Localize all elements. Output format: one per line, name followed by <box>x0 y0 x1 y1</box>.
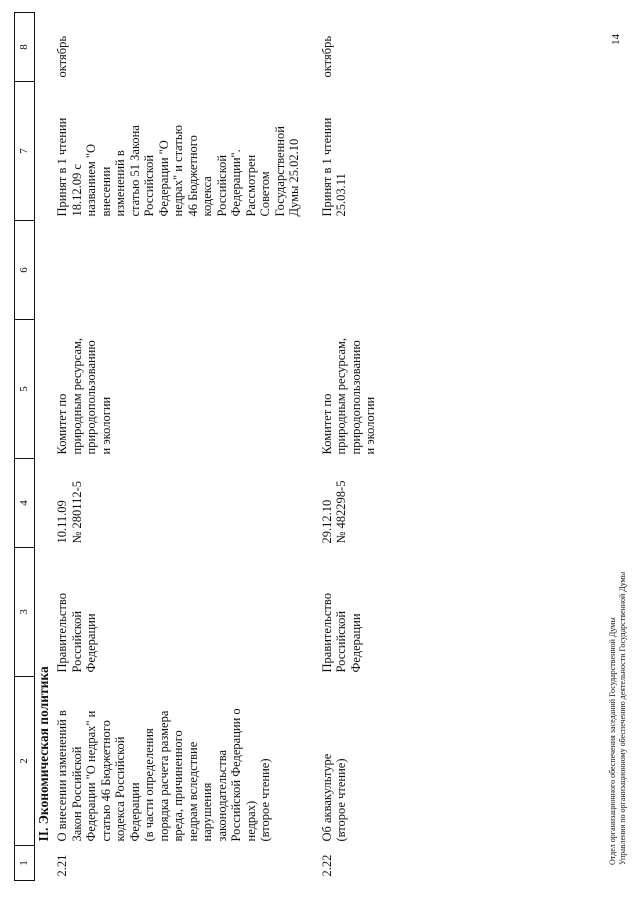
column-header-row <box>15 13 35 881</box>
footer-line-2: Управления по организационному обеспечению деятельности Государственной Думы <box>618 571 627 865</box>
col-header-6: 6 <box>15 221 35 320</box>
bill-title: Об аквакультуре (второе чтение) <box>319 753 348 842</box>
bill-status: Принят в 1 чтении 18.12.09 с названием "О внесении изменений в статью 51 Закона Российской Федерации "О недрах" и статью 46 Бюджетного кодекса Российской Федерации". Рассмотрен Советом Государственной Думы 25.02.10 <box>55 117 301 217</box>
page-number: 14 <box>610 34 622 45</box>
col-header-7: 7 <box>15 82 35 221</box>
bill-author: Правительство Российской Федерации <box>55 593 98 673</box>
footer-line-1: Отдел организационного обеспечения заседаний Государственной Думы <box>608 617 617 865</box>
bill-col6 <box>53 221 304 320</box>
col-header-5: 5 <box>15 320 35 459</box>
col-header-1: 1 <box>15 846 35 881</box>
legislation-table <box>14 12 380 881</box>
footer <box>608 572 628 865</box>
section-row <box>34 13 53 881</box>
section-title: II. Экономическая политика <box>35 666 51 842</box>
bill-month: октябрь <box>319 35 334 78</box>
bill-committee: Комитет по природным ресурсам, природопользованию и экологии <box>55 337 113 455</box>
bill-month: октябрь <box>55 35 69 78</box>
col-header-8: 8 <box>15 13 35 82</box>
table-row <box>304 13 380 881</box>
col-header-3: 3 <box>15 548 35 677</box>
table-row <box>53 13 304 881</box>
bill-date-number: 29.12.10 № 482298-5 <box>319 480 348 544</box>
bill-title: О внесении изменений в Закон Российской Федерации "О недрах" и статью 46 Бюджетного кодекса Российской Федерации (в части определения порядка расчета размера вреда, причиненного недрам вследствие нарушения законодательства Российской Федерации о недрах) (второе чтение) <box>55 708 272 842</box>
bill-committee: Комитет по природным ресурсам, природопользованию и экологии <box>319 337 377 455</box>
row-number: 2.21 <box>55 854 69 877</box>
bill-date-number: 10.11.09 № 280112-5 <box>55 481 84 544</box>
bill-author: Правительство Российской Федерации <box>319 593 363 673</box>
col-header-4: 4 <box>15 459 35 548</box>
col-header-2: 2 <box>15 677 35 846</box>
bill-col6 <box>304 221 380 320</box>
bill-status: Принят в 1 чтении 25.03.11 <box>319 117 348 217</box>
row-number: 2.22 <box>319 854 334 877</box>
